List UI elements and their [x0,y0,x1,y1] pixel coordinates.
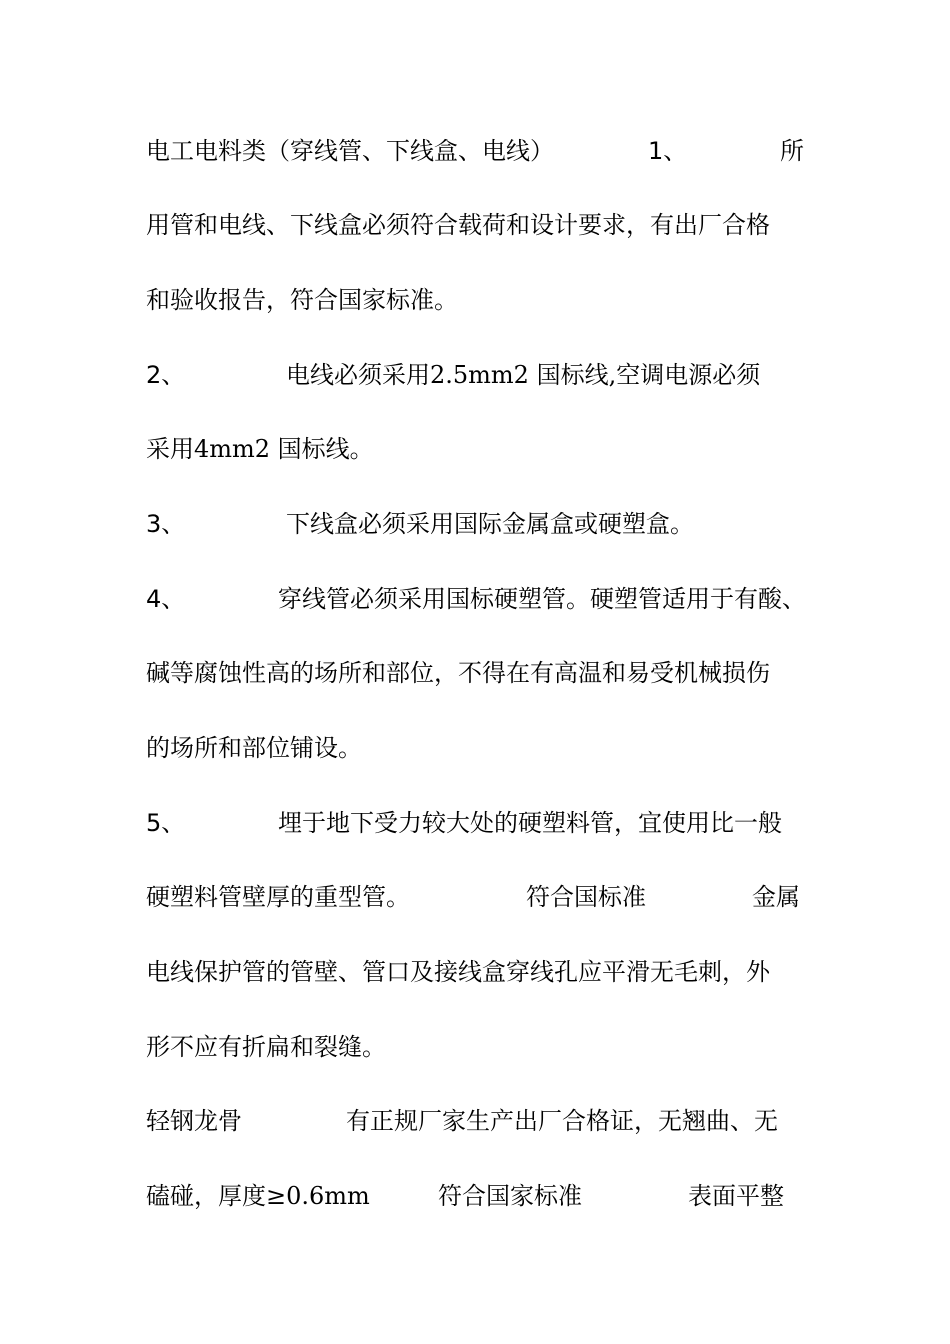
item-5-text: 埋于地下受力较大处的硬塑料管，宜使用比一般 [278,809,782,837]
keel-requirement-text: 有正规厂家生产出厂合格证，无翘曲、无 [346,1107,778,1135]
item-4-text: 穿线管必须采用国标硬塑管。硬塑管适用于有酸、 [278,585,806,613]
item-number-3: 3、 [146,510,186,538]
item-number-4: 4、 [146,585,186,613]
heading-electrical-materials: 电工电料类（穿线管、下线盒、电线） [146,137,554,165]
item-number-5: 5、 [146,809,186,837]
surface-note: 表面平整 [688,1182,784,1210]
text-line-9: 的场所和部位铺设。 [146,734,362,762]
thickness-spec: 磕碰，厚度≥0.6mm [146,1182,370,1210]
text-line-2: 用管和电线、下线盒必须符合载荷和设计要求，有出厂合格 [146,211,770,239]
text-line-5: 采用4mm2 国标线。 [146,435,374,463]
heading-light-steel-keel: 轻钢龙骨 [146,1107,242,1135]
item-number-1: 1、 [648,137,688,165]
text-fragment: 硬塑料管壁厚的重型管。 [146,883,410,911]
standard-note: 符合国家标准 [438,1182,582,1210]
text-line-3: 和验收报告，符合国家标准。 [146,286,458,314]
item-3-text: 下线盒必须采用国际金属盒或硬塑盒。 [286,510,694,538]
text-line-15 [146,1181,784,1331]
text-line-12: 电线保护管的管壁、管口及接线盒穿线孔应平滑无毛刺，外 [146,958,770,986]
item-number-2: 2、 [146,361,186,389]
standard-note: 符合国标准 [526,883,646,911]
text-line-8: 碱等腐蚀性高的场所和部位，不得在有高温和易受机械损伤 [146,659,770,687]
text-fragment: 金属 [752,883,800,911]
item-2-text: 电线必须采用2.5mm2 国标线,空调电源必须 [286,361,761,389]
text-fragment: 所 [780,137,804,165]
text-line-13: 形不应有折扁和裂缝。 [146,1033,386,1061]
